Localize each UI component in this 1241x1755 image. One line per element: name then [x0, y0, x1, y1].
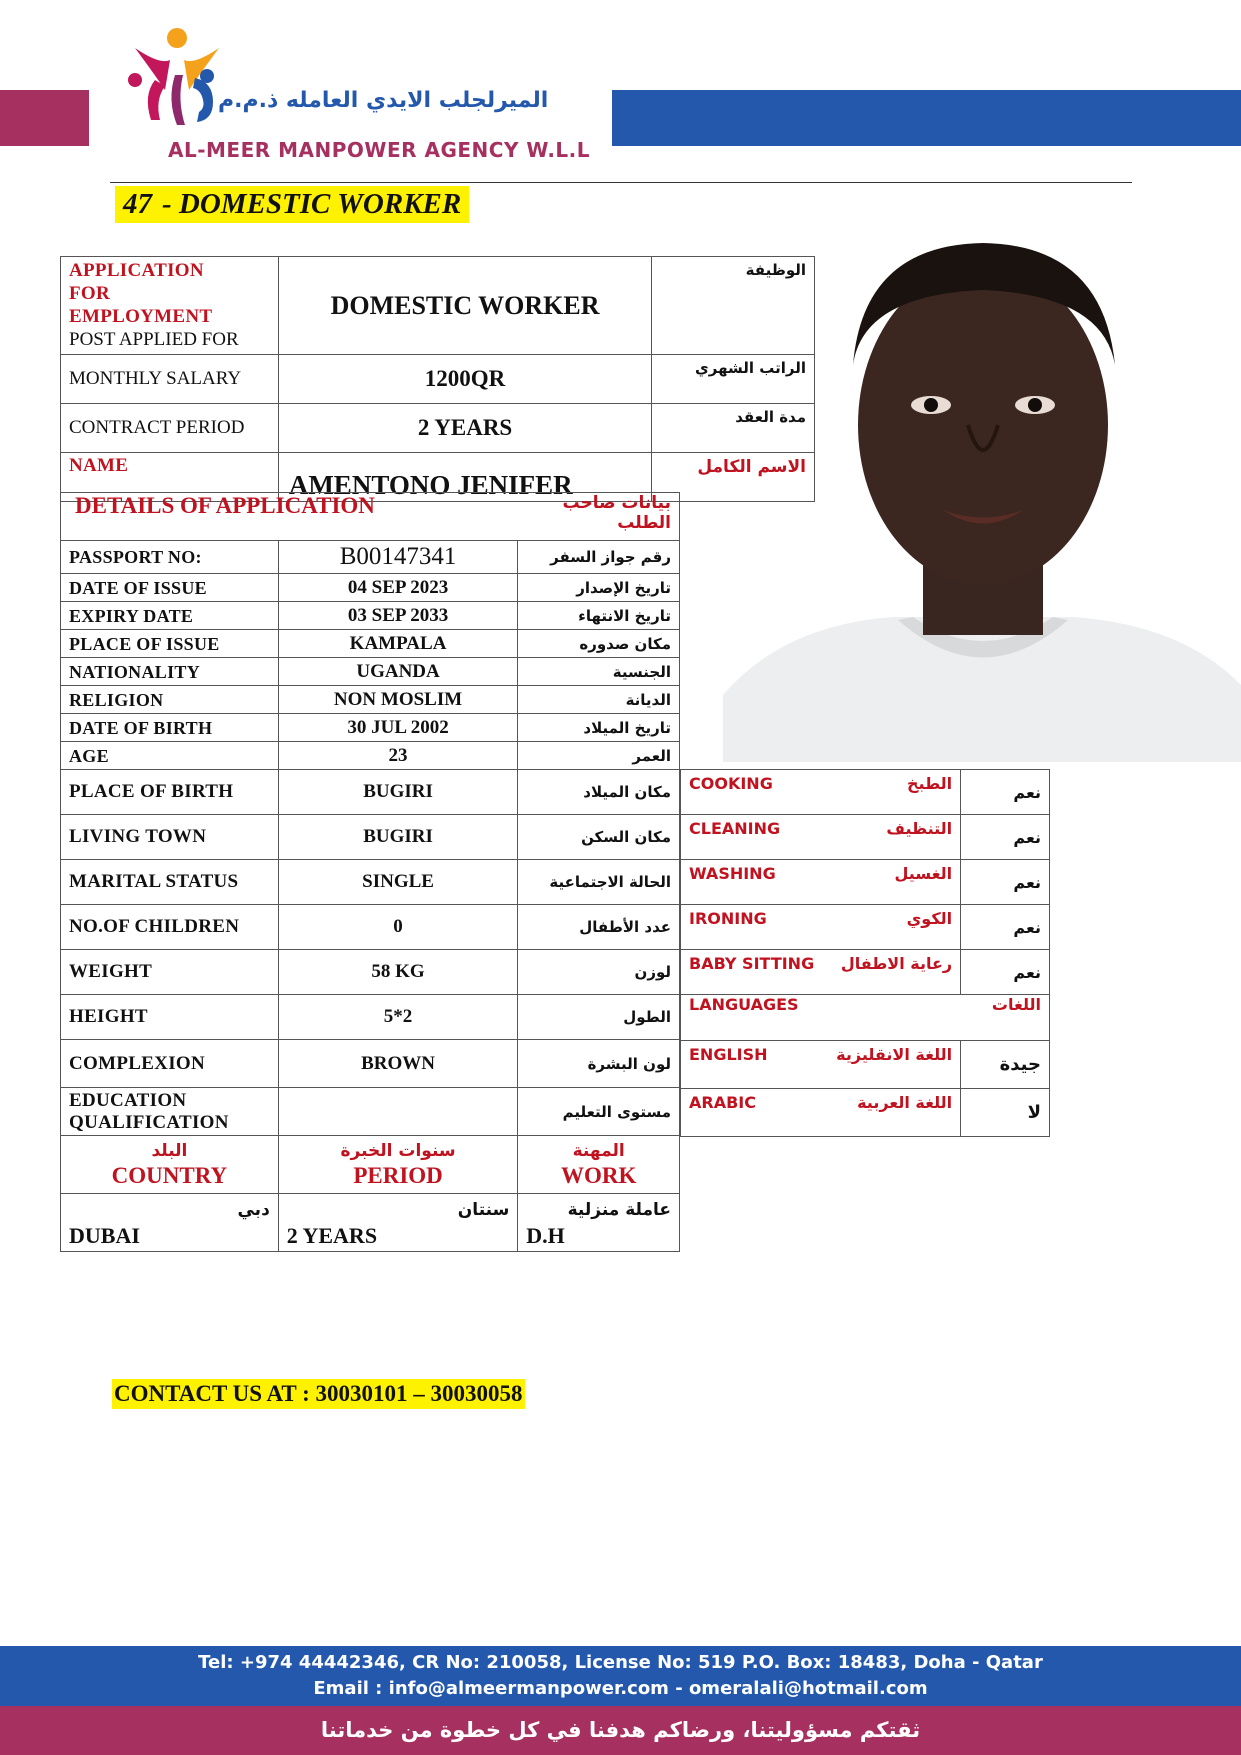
detail-row: [61, 541, 680, 574]
experience-header-row: [61, 1136, 680, 1194]
skill-answer: نعم: [961, 860, 1050, 905]
name-label: NAME: [61, 453, 279, 502]
skill-row: [681, 815, 1050, 860]
experience-country-ar: دبي: [237, 1199, 270, 1220]
contract-ar-label: مدة العقد: [652, 404, 815, 453]
header-bar-left: [0, 90, 89, 146]
skill-row: [681, 905, 1050, 950]
skill-cell: [681, 905, 961, 950]
detail-label: PLACE OF ISSUE: [61, 630, 279, 658]
detail-value: 30 JUL 2002: [278, 714, 518, 742]
post-label-cell: [61, 257, 279, 355]
skill-en: IRONING: [689, 909, 767, 928]
header-bar-right: [612, 90, 1241, 146]
detail-ar-label: عدد الأطفال: [518, 905, 680, 950]
country-header-en: COUNTRY: [111, 1162, 228, 1188]
detail-value: NON MOSLIM: [278, 686, 518, 714]
detail-ar-label: لون البشرة: [518, 1040, 680, 1088]
application-table: [60, 256, 815, 502]
work-header: [518, 1136, 680, 1194]
experience-period-en: 2 YEARS: [286, 1222, 378, 1248]
details-table: [60, 492, 680, 1252]
detail-value: BUGIRI: [278, 815, 518, 860]
contract-value: 2 YEARS: [278, 404, 651, 453]
contact-line: CONTACT US AT : 30030101 – 30030058: [112, 1379, 525, 1409]
detail-value: [278, 1088, 518, 1136]
detail-ar-label: تاريخ الميلاد: [518, 714, 680, 742]
detail-ar-label: العمر: [518, 742, 680, 770]
period-header-en: PERIOD: [353, 1162, 443, 1188]
detail-row: [61, 574, 680, 602]
detail-row: [61, 950, 680, 995]
detail-label: NATIONALITY: [61, 658, 279, 686]
header-rule: [110, 182, 1132, 183]
work-header-ar: المهنة: [572, 1140, 625, 1161]
details-title-ar: بيانات صاحب الطلب: [518, 493, 680, 541]
detail-ar-label: مكان صدوره: [518, 630, 680, 658]
period-header-ar: سنوات الخبرة: [340, 1140, 456, 1161]
salary-value: 1200QR: [278, 355, 651, 404]
experience-country-en: DUBAI: [69, 1222, 140, 1248]
detail-label: PLACE OF BIRTH: [61, 770, 279, 815]
agency-name-arabic: الميرلجلب الايدي العامله ذ.م.م: [218, 88, 549, 113]
details-rows: [61, 541, 680, 1136]
language-row: [681, 1041, 1050, 1089]
detail-value: KAMPALA: [278, 630, 518, 658]
detail-value: BROWN: [278, 1040, 518, 1088]
detail-value: 0: [278, 905, 518, 950]
detail-label: WEIGHT: [61, 950, 279, 995]
detail-ar-label: مكان الميلاد: [518, 770, 680, 815]
language-ar: اللغة العربية: [857, 1093, 953, 1112]
salary-row: [61, 355, 815, 404]
agency-name-english: AL-MEER MANPOWER AGENCY W.L.L: [168, 138, 591, 162]
detail-row: [61, 770, 680, 815]
skills-rows: [681, 770, 1050, 995]
skill-ar: الطبخ: [907, 774, 953, 793]
detail-label: PASSPORT NO:: [61, 541, 279, 574]
name-ar-label: الاسم الكامل: [652, 453, 815, 502]
detail-row: [61, 905, 680, 950]
detail-label: DATE OF ISSUE: [61, 574, 279, 602]
footer-slogan: ثقتكم مسؤوليتنا، ورضاكم هدفنا في كل خطوة من خدماتنا: [0, 1706, 1241, 1755]
skill-en: COOKING: [689, 774, 773, 793]
skill-cell: [681, 860, 961, 905]
application-label: APPLICATION FOR EMPLOYMENT: [69, 260, 213, 327]
detail-value: SINGLE: [278, 860, 518, 905]
headline-title: - DOMESTIC WORKER: [162, 188, 462, 220]
skill-answer: نعم: [961, 905, 1050, 950]
footer-tel-line: Tel: +974 44442346, CR No: 210058, License No: 519 P.O. Box: 18483, Doha - Qatar: [198, 1652, 1043, 1673]
detail-ar-label: لوزن: [518, 950, 680, 995]
skill-cell: [681, 950, 961, 995]
skill-ar: الغسيل: [894, 864, 953, 883]
languages-title-row: [681, 995, 1050, 1041]
detail-label: NO.OF CHILDREN: [61, 905, 279, 950]
language-answer: لا: [961, 1089, 1050, 1137]
language-cell: [681, 1041, 961, 1089]
skill-en: BABY SITTING: [689, 954, 815, 973]
post-applied-label: POST APPLIED FOR: [69, 329, 239, 350]
language-row: [681, 1089, 1050, 1137]
skill-answer: نعم: [961, 950, 1050, 995]
languages-title-ar: اللغات: [991, 995, 1041, 1014]
detail-label: EXPIRY DATE: [61, 602, 279, 630]
detail-ar-label: تاريخ الإصدار: [518, 574, 680, 602]
detail-value: B00147341: [278, 541, 518, 574]
skills-table: [680, 769, 1050, 1137]
skill-row: [681, 950, 1050, 995]
contract-row: [61, 404, 815, 453]
country-header: [61, 1136, 279, 1194]
skill-ar: رعاية الاطفال: [840, 954, 953, 973]
skill-cell: [681, 815, 961, 860]
detail-ar-label: مستوى التعليم: [518, 1088, 680, 1136]
experience-country: [61, 1194, 279, 1252]
languages-title: LANGUAGES: [689, 995, 799, 1014]
skill-ar: التنظيف: [886, 819, 953, 838]
languages-title-cell: [681, 995, 1050, 1041]
language-cell: [681, 1089, 961, 1137]
salary-ar-label: الراتب الشهري: [652, 355, 815, 404]
contract-label: CONTRACT PERIOD: [61, 404, 279, 453]
country-header-ar: البلد: [151, 1140, 188, 1161]
detail-label: AGE: [61, 742, 279, 770]
detail-value: 23: [278, 742, 518, 770]
skill-answer: نعم: [961, 815, 1050, 860]
detail-value: 58 KG: [278, 950, 518, 995]
skill-answer: نعم: [961, 770, 1050, 815]
detail-value: UGANDA: [278, 658, 518, 686]
detail-ar-label: الجنسية: [518, 658, 680, 686]
detail-row: [61, 630, 680, 658]
detail-row: [61, 658, 680, 686]
detail-value: BUGIRI: [278, 770, 518, 815]
footer-email-line: Email : info@almeermanpower.com - omeralali@hotmail.com: [313, 1678, 928, 1699]
detail-row: [61, 742, 680, 770]
footer-contact-band: [0, 1646, 1241, 1706]
detail-row: [61, 815, 680, 860]
detail-label: HEIGHT: [61, 995, 279, 1040]
post-row: [61, 257, 815, 355]
detail-ar-label: الحالة الاجتماعية: [518, 860, 680, 905]
detail-value: 5*2: [278, 995, 518, 1040]
skill-cell: [681, 770, 961, 815]
detail-label: RELIGION: [61, 686, 279, 714]
salary-label: MONTHLY SALARY: [61, 355, 279, 404]
language-en: ENGLISH: [689, 1045, 768, 1064]
work-header-en: WORK: [560, 1162, 637, 1188]
experience-work: [518, 1194, 680, 1252]
detail-row: [61, 860, 680, 905]
detail-row: [61, 1040, 680, 1088]
detail-row: [61, 1088, 680, 1136]
post-value: DOMESTIC WORKER: [278, 257, 651, 355]
detail-label: EDUCATION QUALIFICATION: [61, 1088, 279, 1136]
language-en: ARABIC: [689, 1093, 756, 1112]
skill-row: [681, 770, 1050, 815]
skill-ar: الكوي: [906, 909, 953, 928]
period-header: [278, 1136, 518, 1194]
experience-period: [278, 1194, 518, 1252]
name-value: AMENTONO JENIFER: [278, 453, 651, 502]
detail-label: MARITAL STATUS: [61, 860, 279, 905]
details-heading-row: [61, 493, 680, 541]
worker-number: 47: [123, 188, 152, 220]
detail-label: COMPLEXION: [61, 1040, 279, 1088]
languages-rows: [681, 1041, 1050, 1137]
detail-row: [61, 686, 680, 714]
language-ar: اللغة الانقليزية: [836, 1045, 953, 1064]
detail-ar-label: الطول: [518, 995, 680, 1040]
skill-row: [681, 860, 1050, 905]
detail-ar-label: الديانة: [518, 686, 680, 714]
page-headline: [115, 186, 469, 223]
skill-en: CLEANING: [689, 819, 781, 838]
experience-period-ar: سنتان: [457, 1199, 510, 1220]
detail-label: DATE OF BIRTH: [61, 714, 279, 742]
experience-row: [61, 1194, 680, 1252]
experience-work-ar: عاملة منزلية: [567, 1199, 671, 1220]
detail-value: 04 SEP 2023: [278, 574, 518, 602]
language-answer: جيدة: [961, 1041, 1050, 1089]
experience-work-en: D.H: [526, 1222, 565, 1248]
detail-label: LIVING TOWN: [61, 815, 279, 860]
detail-row: [61, 602, 680, 630]
skill-en: WASHING: [689, 864, 776, 883]
details-title: DETAILS OF APPLICATION: [61, 493, 518, 541]
detail-row: [61, 995, 680, 1040]
detail-ar-label: رقم جواز السفر: [518, 541, 680, 574]
post-ar-label: الوظيفة: [652, 257, 815, 355]
detail-ar-label: مكان السكن: [518, 815, 680, 860]
detail-ar-label: تاريخ الانتهاء: [518, 602, 680, 630]
detail-value: 03 SEP 2033: [278, 602, 518, 630]
detail-row: [61, 714, 680, 742]
